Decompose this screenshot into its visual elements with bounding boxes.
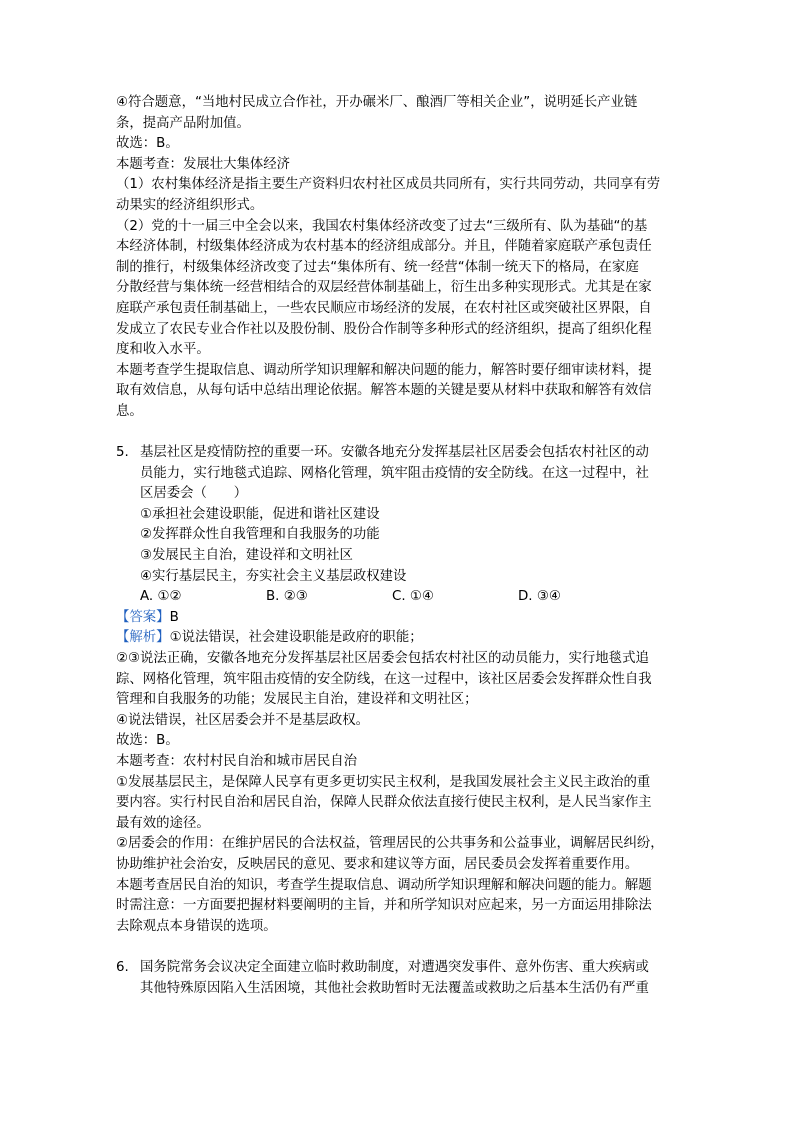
text-line: 本题考查：发展壮大集体经济 [116,156,291,172]
text-line: 庭联产承包责任制基础上，一些农民顺应市场经济的发展，在农村社区或突破社区界限，自 [116,300,652,316]
answer-line [116,608,688,629]
option-c: C. ①④ [392,589,434,605]
analysis-line: ②③说法正确，安徽各地充分发挥基层社区居委会包括农村社区的动员能力，实行地毯式追 [116,651,649,667]
text-line: 分散经营与集体统一经营相结合的双层经营体制基础上，衍生出多种实现形式。尤其是在家 [116,280,652,296]
text-line: ④符合题意，“当地村民成立合作社，开办碾米厂、酿酒厂等相关企业”，说明延长产业链 [116,95,638,110]
analysis-line: 本题考查：农村村民自治和城市居民自治 [116,754,358,769]
question-stem-line: 6. 国务院常务会议决定全面建立临时救助制度，对遭遇突发事件、意外伤害、重大疾病或 [116,958,688,979]
question-number: 6. [116,959,129,975]
text-line: 本题考查学生提取信息、调动所学知识理解和解决问题的能力，解答时要仔细审读材料，提 [116,362,652,378]
answer-options [116,587,688,608]
analysis-line: 要内容。实行村民自治和居民自治，保障人民群众依法直接行使民主权利，是人民当家作主 [116,795,652,811]
analysis-line: 故选：B。 [116,733,179,749]
text-line: 息。 [116,403,143,419]
analysis-line: ④说法错误，社区居委会并不是基层政权。 [116,712,370,728]
question-stem-line: 5. 基层社区是疫情防控的重要一环。安徽各地充分发挥基层社区居委会包括农村社区的动 [116,443,688,464]
text-line: 本经济体制，村级集体经济成为农村基本的经济组成部分。并且，伴随着家庭联产承包责任 [116,239,652,255]
text-line: 制的推行，村级集体经济改变了过去“集体所有、统一经营“体制一统天下的格局，在家庭 [116,259,639,275]
answer-tag: 【答案】 [116,609,170,625]
analysis-line: 去除观点本身错误的选项。 [116,918,277,934]
question-stem-line: 区居委会（ ） [140,486,248,502]
text-line: 条，提高产品附加值。 [116,115,250,131]
option-a: A. ①② [140,589,182,605]
question-item: ④实行基层民主，夯实社会主义基层政权建设 [140,568,407,584]
question-stem-line: 员能力，实行地毯式追踪、网格化管理，筑牢阻击疫情的安全防线。在这一过程中，社 [140,465,649,481]
option-d: D. ③④ [518,589,561,605]
text-line: 发成立了农民专业合作社以及股份制、股份合作制等多种形式的经济组织，提高了组织化程 [116,321,652,337]
analysis-line: 时需注意：一方面要把握材料要阐明的主旨，并和所学知识对应起来，另一方面运用排除法 [116,898,652,914]
analysis-line: 最有效的途径。 [116,815,210,831]
analysis-line: ②居委会的作用：在维护居民的合法权益，管理居民的公共事务和公益事业，调解居民纠纷， [116,836,664,852]
analysis-tag: 【解析】 [116,630,170,646]
analysis-line: 踪、网格化管理，筑牢阻击疫情的安全防线，在这一过程中，该社区居委会发挥群众性自我 [116,671,652,687]
question-item: ②发挥群众性自我管理和自我服务的功能 [140,527,380,543]
question-item: ①承担社会建设职能，促进和谐社区建设 [140,506,380,522]
text-line: 动果实的经济组织形式。 [116,197,264,213]
question-5 [116,443,688,937]
question-stem-line: 其他特殊原因陷入生活困境，其他社会救助暂时无法覆盖或救助之后基本生活仍有严重 [140,980,649,996]
text-line: 故选：B。 [116,136,179,152]
analysis-line: 协助维护社会治安，反映居民的意见、要求和建议等方面，居民委员会发挥着重要作用。 [116,856,639,872]
section-a [116,93,688,423]
analysis-line: 【解析】①说法错误，社会建设职能是政府的职能； [116,630,423,646]
analysis-line: 管理和自我服务的功能；发展民主自治，建设祥和文明社区； [116,692,478,708]
question-6 [116,958,688,999]
analysis-line: 本题考查居民自治的知识，考查学生提取信息、调动所学知识理解和解决问题的能力。解题 [116,877,652,893]
analysis-line: ①发展基层民主，是保障人民享有更多更切实民主权利，是我国发展社会主义民主政治的重 [116,774,651,790]
text-line: （1）农村集体经济是指主要生产资料归农村社区成员共同所有，实行共同劳动，共同享有劳 [116,177,661,193]
question-item: ③发展民主自治，建设祥和文明社区 [140,548,353,564]
document-page [116,93,688,999]
text-line: （2）党的十一届三中全会以来，我国农村集体经济改变了过去“三级所有、队为基础“的基 [116,218,648,234]
question-number: 5. [116,445,129,461]
answer-value: B [169,609,179,625]
text-line: 度和收入水平。 [116,342,210,358]
option-b: B. ②③ [266,589,308,605]
text-line: 取有效信息，从每句话中总结出理论依据。解答本题的关键是要从材料中获取和解答有效信 [116,383,652,399]
